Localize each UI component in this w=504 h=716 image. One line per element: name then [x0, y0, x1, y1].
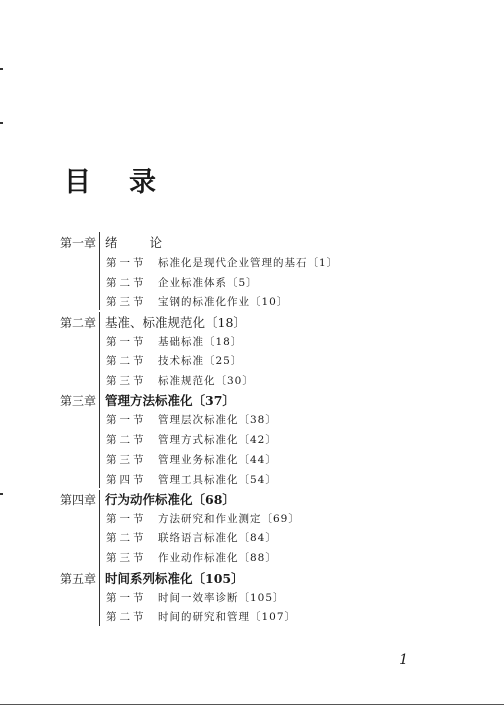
chapter-number: 第一章 [60, 236, 97, 250]
toc-chapter [60, 233, 176, 251]
chapter-title: 管理方法标准化〔37〕 [105, 393, 235, 408]
scan-mark [0, 122, 3, 124]
chapter-title: 绪 论 [105, 235, 176, 250]
section-number: 第三节 [106, 454, 147, 466]
section-number: 第二节 [106, 611, 147, 623]
section-number: 第三节 [106, 375, 147, 387]
section-title: 时间的研究和管理〔107〕 [158, 611, 297, 623]
section-number: 第二节 [106, 532, 147, 544]
toc-section [106, 530, 277, 545]
toc-section [106, 275, 258, 290]
toc-section [106, 550, 277, 565]
chapter-number: 第五章 [60, 572, 97, 586]
toc-chapter [60, 569, 244, 587]
section-title: 标准化是现代企业管理的基石〔1〕 [158, 257, 339, 269]
toc-section [106, 432, 277, 447]
section-number: 第一节 [106, 592, 147, 604]
section-number: 第一节 [106, 513, 147, 525]
section-title: 企业标准体系〔5〕 [158, 277, 258, 289]
chapter-title: 时间系列标准化〔105〕 [105, 571, 244, 586]
chapter-number: 第二章 [60, 316, 97, 330]
section-number: 第二节 [106, 355, 147, 367]
toc-section [106, 353, 242, 368]
section-title: 管理方式标准化〔42〕 [158, 434, 277, 446]
title-char-2: 录 [129, 167, 156, 198]
section-number: 第三节 [106, 296, 147, 308]
toc-section [106, 255, 338, 270]
toc-chapter [60, 391, 235, 409]
page-number: 1 [399, 652, 408, 668]
chapter-title: 基准、标准规范化〔18〕 [105, 315, 246, 330]
toc-section [106, 294, 288, 309]
section-title: 宝钢的标准化作业〔10〕 [158, 296, 289, 308]
section-number: 第一节 [106, 414, 147, 426]
toc-section [106, 412, 277, 427]
section-number: 第四节 [106, 474, 147, 486]
section-title: 标准规范化〔30〕 [158, 375, 254, 387]
section-title: 时间一效率诊断〔105〕 [158, 592, 285, 604]
toc-section [106, 472, 277, 487]
section-title: 基础标准〔18〕 [158, 336, 243, 348]
toc-chapter [60, 313, 246, 331]
section-title: 管理业务标准化〔44〕 [158, 454, 277, 466]
toc-chapter [60, 490, 235, 508]
section-number: 第二节 [106, 434, 147, 446]
title-char-1: 目 [64, 167, 91, 198]
section-title: 方法研究和作业测定〔69〕 [158, 513, 300, 525]
section-title: 联络语言标准化〔84〕 [158, 532, 277, 544]
section-number: 第二节 [106, 277, 147, 289]
toc-section [106, 511, 300, 526]
section-title: 管理层次标准化〔38〕 [158, 414, 277, 426]
chapter-number: 第三章 [60, 394, 97, 408]
toc-section [106, 590, 285, 605]
page-edge-rule [0, 704, 504, 705]
chapter-number: 第四章 [60, 493, 97, 507]
section-title: 技术标准〔25〕 [158, 355, 243, 367]
section-title: 管理工具标准化〔54〕 [158, 474, 277, 486]
section-number: 第一节 [106, 336, 147, 348]
section-number: 第一节 [106, 257, 147, 269]
toc-section [106, 452, 277, 467]
scan-mark [0, 493, 3, 495]
toc-section [106, 373, 254, 388]
section-title: 作业动作标准化〔88〕 [158, 552, 277, 564]
toc-section [106, 609, 296, 624]
chapter-title: 行为动作标准化〔68〕 [105, 492, 235, 507]
section-number: 第三节 [106, 552, 147, 564]
scan-mark [0, 68, 3, 70]
toc-section [106, 334, 242, 349]
